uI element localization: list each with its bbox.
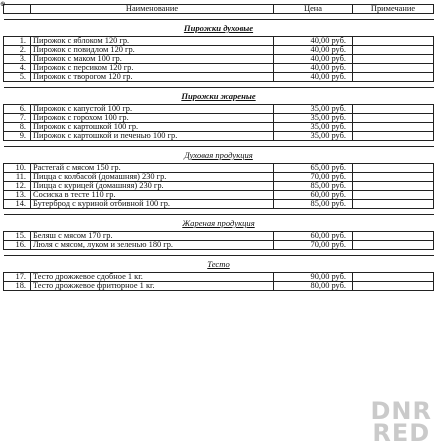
watermark xyxy=(370,397,433,447)
item-number: 5. xyxy=(4,73,31,82)
item-price: 40,00 руб. xyxy=(274,46,353,55)
item-price: 85,00 руб. xyxy=(274,182,353,191)
header-price: Цена xyxy=(274,5,353,14)
section-title: Духовая продукция xyxy=(184,150,253,160)
item-name: Пирожок с маком 100 гр. xyxy=(31,55,274,64)
item-price: 80,00 руб. xyxy=(274,282,353,291)
item-number: 2. xyxy=(4,46,31,55)
item-name: Пирожок с картошкой 100 гр. xyxy=(31,123,274,132)
item-note xyxy=(353,73,434,82)
item-price: 70,00 руб. xyxy=(274,241,353,250)
table-row xyxy=(4,123,434,132)
section-heading-row xyxy=(4,147,434,164)
item-number: 13. xyxy=(4,191,31,200)
table-row xyxy=(4,114,434,123)
item-number: 14. xyxy=(4,200,31,209)
item-note xyxy=(353,200,434,209)
item-name: Сосиска в тесте 110 гр. xyxy=(31,191,274,200)
item-price: 60,00 руб. xyxy=(274,191,353,200)
item-name: Люля с мясом, луком и зеленью 180 гр. xyxy=(31,241,274,250)
item-number: 1. xyxy=(4,37,31,46)
item-note xyxy=(353,191,434,200)
item-note xyxy=(353,132,434,141)
item-price: 85,00 руб. xyxy=(274,200,353,209)
item-number: 9. xyxy=(4,132,31,141)
table-row xyxy=(4,182,434,191)
item-number: 16. xyxy=(4,241,31,250)
item-number: 6. xyxy=(4,105,31,114)
item-number: 17. xyxy=(4,273,31,282)
table-header-row xyxy=(4,5,434,14)
table-row xyxy=(4,191,434,200)
item-number: 15. xyxy=(4,232,31,241)
item-name: Пирожок с яблоком 120 гр. xyxy=(31,37,274,46)
item-price: 40,00 руб. xyxy=(274,37,353,46)
table-row xyxy=(4,273,434,282)
table-row xyxy=(4,132,434,141)
price-table xyxy=(3,4,434,291)
section-heading-row xyxy=(4,20,434,37)
table-row xyxy=(4,200,434,209)
item-name: Тесто дрожжевое фритюрное 1 кг. xyxy=(31,282,274,291)
item-note xyxy=(353,55,434,64)
item-price: 70,00 руб. xyxy=(274,173,353,182)
item-note xyxy=(353,37,434,46)
section-heading-row xyxy=(4,215,434,232)
table-row xyxy=(4,173,434,182)
item-name: Пирожок с повидлом 120 гр. xyxy=(31,46,274,55)
section-heading-row xyxy=(4,88,434,105)
item-name: Пирожок с горохом 100 гр. xyxy=(31,114,274,123)
item-price: 90,00 руб. xyxy=(274,273,353,282)
table-row xyxy=(4,55,434,64)
header-name: Наименование xyxy=(31,5,274,14)
item-price: 35,00 руб. xyxy=(274,114,353,123)
item-number: 10. xyxy=(4,164,31,173)
item-note xyxy=(353,232,434,241)
table-row xyxy=(4,64,434,73)
table-row xyxy=(4,164,434,173)
item-name: Тесто дрожжевое сдобное 1 кг. xyxy=(31,273,274,282)
item-price: 35,00 руб. xyxy=(274,132,353,141)
item-price: 65,00 руб. xyxy=(274,164,353,173)
section-title: Пирожки жареные xyxy=(181,91,256,101)
header-note: Примечание xyxy=(353,5,434,14)
table-row xyxy=(4,37,434,46)
table-row xyxy=(4,46,434,55)
table-row xyxy=(4,105,434,114)
item-note xyxy=(353,273,434,282)
item-note xyxy=(353,173,434,182)
header-num-cell xyxy=(4,5,31,14)
item-name: Пирожок с картошкой и печенью 100 гр. xyxy=(31,132,274,141)
item-price: 40,00 руб. xyxy=(274,64,353,73)
section-title: Тесто xyxy=(207,259,230,269)
item-price: 35,00 руб. xyxy=(274,123,353,132)
item-number: 3. xyxy=(4,55,31,64)
item-price: 40,00 руб. xyxy=(274,73,353,82)
item-price: 40,00 руб. xyxy=(274,55,353,64)
item-name: Беляш с мясом 170 гр. xyxy=(31,232,274,241)
section-title: Жареная продукция xyxy=(182,218,255,228)
item-note xyxy=(353,164,434,173)
item-name: Пицца с курицей (домашняя) 230 гр. xyxy=(31,182,274,191)
item-number: 4. xyxy=(4,64,31,73)
item-name: Пицца с колбасой (домашняя) 230 гр. xyxy=(31,173,274,182)
item-number: 8. xyxy=(4,123,31,132)
item-note xyxy=(353,46,434,55)
table-row xyxy=(4,282,434,291)
item-note xyxy=(353,123,434,132)
table-row xyxy=(4,241,434,250)
item-number: 7. xyxy=(4,114,31,123)
price-table-body xyxy=(4,5,434,291)
item-note xyxy=(353,182,434,191)
item-name: Растегай с мясом 150 гр. xyxy=(31,164,274,173)
item-note xyxy=(353,105,434,114)
item-number: 18. xyxy=(4,282,31,291)
watermark-line-2: RED xyxy=(372,419,431,447)
section-heading-row xyxy=(4,256,434,273)
item-name: Пирожок с капустой 100 гр. xyxy=(31,105,274,114)
item-price: 35,00 руб. xyxy=(274,105,353,114)
item-note xyxy=(353,241,434,250)
item-note xyxy=(353,282,434,291)
item-number: 12. xyxy=(4,182,31,191)
table-row xyxy=(4,232,434,241)
item-note xyxy=(353,114,434,123)
item-name: Бутерброд с куриной отбивной 100 гр. xyxy=(31,200,274,209)
table-row xyxy=(4,73,434,82)
item-name: Пирожок с творогом 120 гр. xyxy=(31,73,274,82)
watermark-line-1: DNR xyxy=(370,397,432,425)
table-move-handle: ⊕ xyxy=(0,0,6,8)
item-note xyxy=(353,64,434,73)
item-number: 11. xyxy=(4,173,31,182)
price-list xyxy=(3,4,433,291)
item-price: 60,00 руб. xyxy=(274,232,353,241)
item-name: Пирожок с персиком 120 гр. xyxy=(31,64,274,73)
section-title: Пирожки духовые xyxy=(183,23,254,33)
